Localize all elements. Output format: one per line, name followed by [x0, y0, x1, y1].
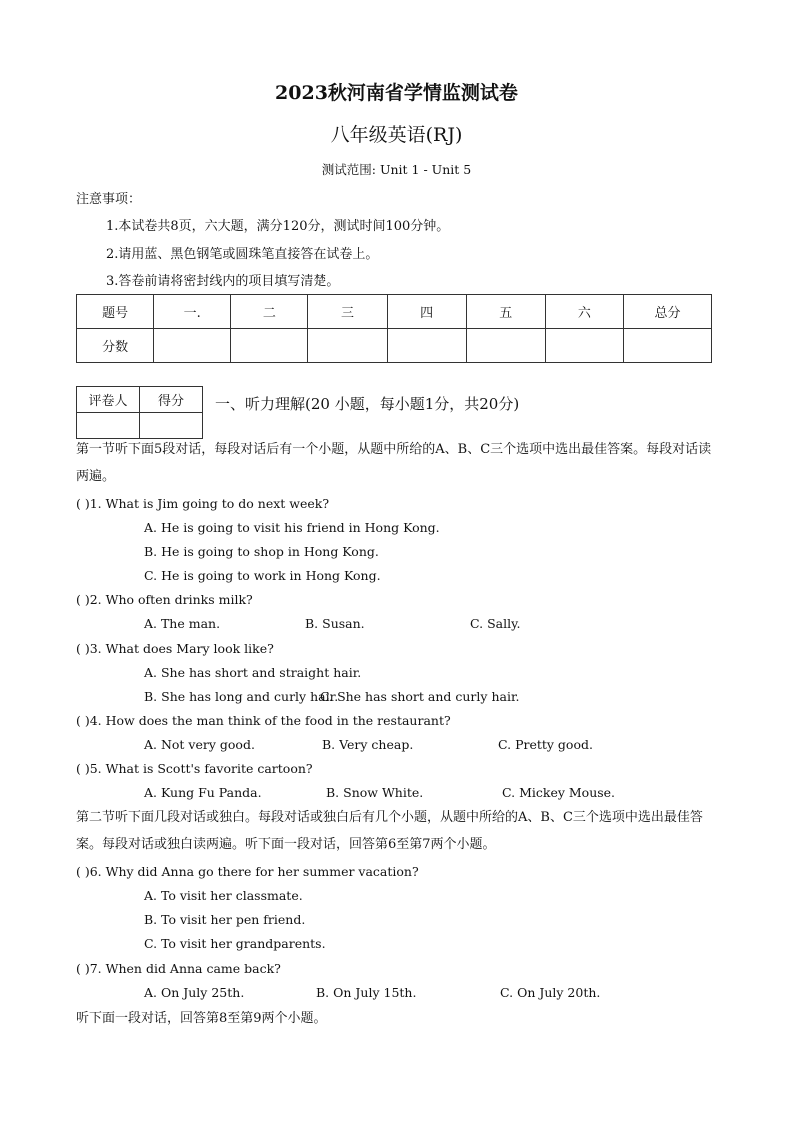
score-cell: 六 — [545, 295, 623, 329]
grader-box — [76, 386, 203, 439]
question-7-stem: ( )7. When did Anna came back? — [76, 961, 281, 976]
notes-heading: 注意事项： — [76, 192, 142, 207]
question-5-option-c: C. Mickey Mouse. — [502, 785, 616, 800]
score-input-cell[interactable] — [154, 329, 231, 363]
part2-intro: 第二节听下面几段对话或独白。每段对话或独白后有几个小题，从题中所给的A、B、C三个选项中选出最佳答案。每段对话或独白读两遍。听下面一段对话，回答第6至第7两个小题。 — [76, 810, 703, 852]
score-row-label: 分数 — [77, 329, 154, 363]
question-4-stem: ( )4. How does the man think of the food in the restaurant? — [76, 713, 451, 728]
score-table — [76, 294, 712, 363]
page-title: 2023秋河南省学情监测试卷 — [275, 82, 518, 104]
score-cell: 题号 — [77, 295, 154, 329]
question-5-option-b: B. Snow White. — [326, 785, 424, 800]
score-input-cell[interactable] — [231, 329, 308, 363]
question-5-stem: ( )5. What is Scott's favorite cartoon? — [76, 761, 313, 776]
score-input-cell[interactable] — [466, 329, 545, 363]
question-1-stem: ( )1. What is Jim going to do next week? — [76, 496, 330, 511]
part1-intro: 第一节听下面5段对话，每段对话后有一个小题，从题中所给的A、B、C三个选项中选出最佳答案。每段对话读两遍。 — [76, 442, 712, 484]
question-1-option-a: A. He is going to visit his friend in Hong Kong. — [144, 520, 440, 535]
section1-heading: 一、听力理解(20 小题，每小题1分，共20分) — [215, 395, 520, 413]
question-6-option-a: A. To visit her classmate. — [144, 888, 303, 903]
question-4-option-b: B. Very cheap. — [322, 737, 414, 752]
question-7-option-b: B. On July 15th. — [316, 985, 417, 1000]
question-2-stem: ( )2. Who often drinks milk? — [76, 592, 253, 607]
question-6-option-c: C. To visit her grandparents. — [144, 936, 326, 951]
question-3-option-c: C. She has short and curly hair. — [320, 689, 520, 704]
question-2-option-b: B. Susan. — [305, 616, 365, 631]
reviewer-input-cell[interactable] — [77, 413, 140, 439]
score-table-score-row — [77, 329, 712, 363]
score-cell: 一. — [154, 295, 231, 329]
part3-intro: 听下面一段对话，回答第8至第9两个小题。 — [76, 1011, 327, 1026]
question-1-option-c: C. He is going to work in Hong Kong. — [144, 568, 381, 583]
score-cell: 五 — [466, 295, 545, 329]
score-input-cell[interactable] — [387, 329, 466, 363]
note-item-1: 1.本试卷共8页，六大题，满分120分，测试时间100分钟。 — [106, 219, 450, 234]
score-cell: 二 — [231, 295, 308, 329]
note-item-3: 3.答卷前请将密封线内的项目填写清楚。 — [106, 274, 340, 289]
question-2-option-a: A. The man. — [144, 616, 221, 631]
question-6-option-b: B. To visit her pen friend. — [144, 912, 306, 927]
score-input-cell[interactable] — [140, 413, 203, 439]
score-cell: 四 — [387, 295, 466, 329]
question-3-option-b: B. She has long and curly hair. — [144, 689, 339, 704]
page-subtitle: 八年级英语(RJ) — [330, 124, 463, 146]
question-4-option-a: A. Not very good. — [144, 737, 255, 752]
score-cell: 三 — [308, 295, 387, 329]
note-item-2: 2.请用蓝、黑色钢笔或圆珠笔直接答在试卷上。 — [106, 247, 379, 262]
question-7-option-a: A. On July 25th. — [144, 985, 245, 1000]
test-scope: 测试范围: Unit 1 - Unit 5 — [321, 162, 472, 177]
question-3-stem: ( )3. What does Mary look like? — [76, 641, 274, 656]
score-cell: 总分 — [623, 295, 711, 329]
question-5-option-a: A. Kung Fu Panda. — [144, 785, 262, 800]
question-2-option-c: C. Sally. — [470, 616, 521, 631]
question-4-option-c: C. Pretty good. — [498, 737, 593, 752]
reviewer-label: 评卷人 — [77, 387, 140, 413]
score-input-cell[interactable] — [623, 329, 711, 363]
score-input-cell[interactable] — [308, 329, 387, 363]
question-3-option-a: A. She has short and straight hair. — [144, 665, 362, 680]
question-6-stem: ( )6. Why did Anna go there for her summer vacation? — [76, 864, 419, 879]
question-1-option-b: B. He is going to shop in Hong Kong. — [144, 544, 379, 559]
question-7-option-c: C. On July 20th. — [500, 985, 601, 1000]
score-label: 得分 — [140, 387, 203, 413]
score-input-cell[interactable] — [545, 329, 623, 363]
score-table-header-row — [77, 295, 712, 329]
